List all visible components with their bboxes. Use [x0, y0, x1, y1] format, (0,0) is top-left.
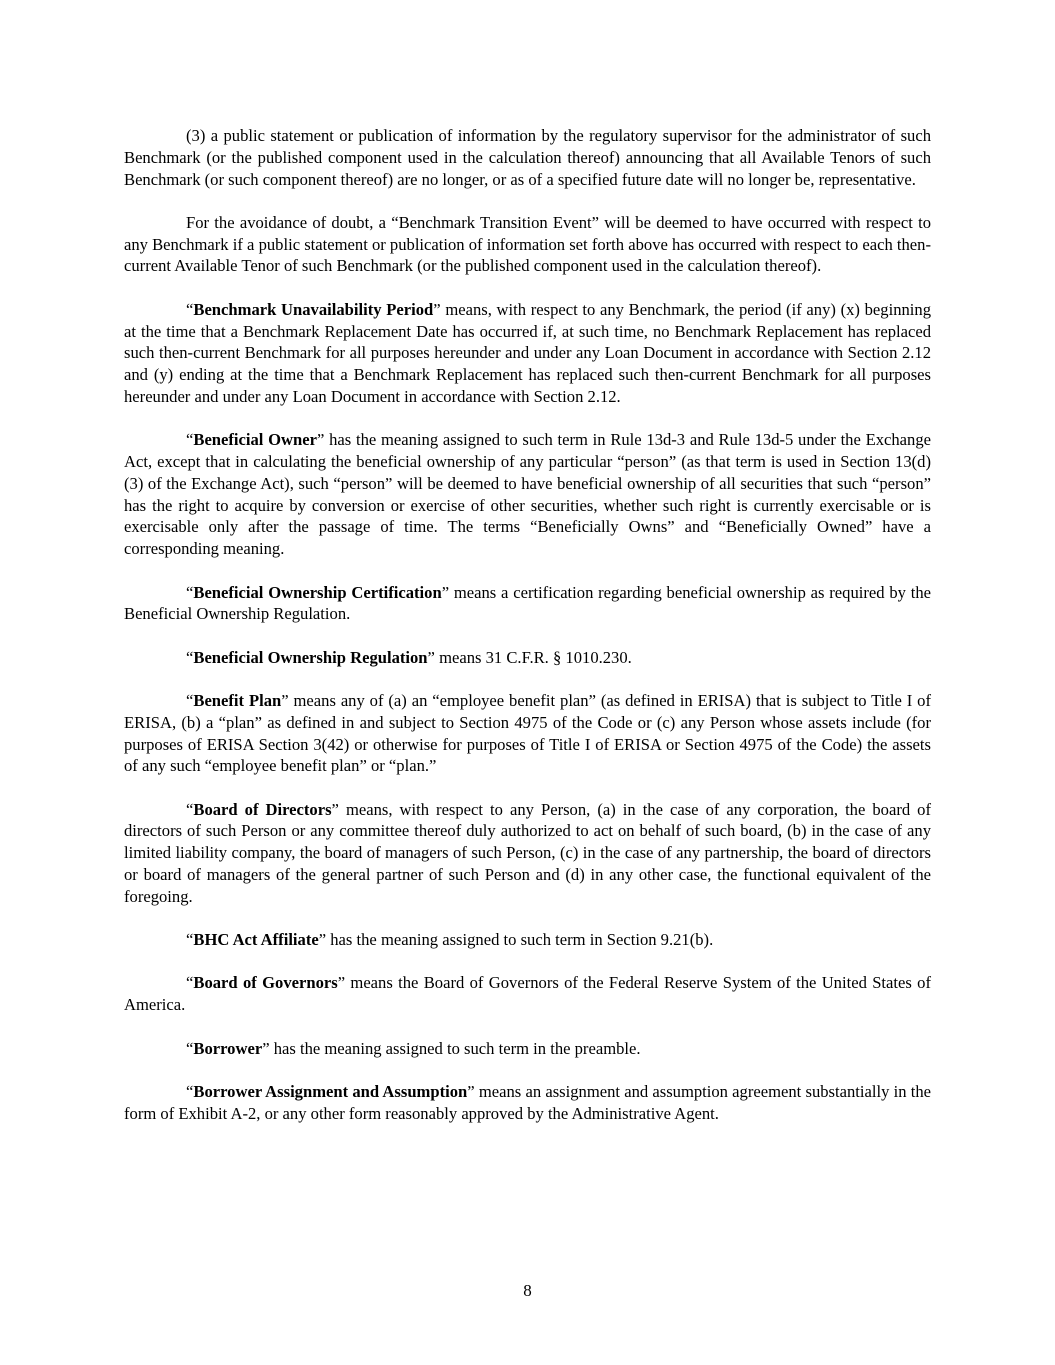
open-quote: “ [186, 430, 194, 450]
definition-text: has the meaning assigned to such term in Rule 13d-3 and Rule 13d-5 under the Exchange Act, except that in calculating the beneficial ownership of any particular “person” (as that term is used in Section 13(d)(3) of the Exchange Act), such “person” will be deemed to have beneficial ownership of all securities that such “person” has the right to acquire by conversion or exercise of other securities, whether such right is currently exercisable or is exercisable only after the passage of time. The terms “Beneficially Owns” and “Beneficially Owned” have a corresponding meaning. [124, 430, 932, 559]
open-quote: “ [186, 690, 194, 710]
defined-term: Board of Governors [193, 973, 338, 993]
close-quote: ” [281, 690, 289, 710]
close-quote: ” [427, 647, 435, 667]
close-quote: ” [262, 1038, 270, 1058]
definition-text: means 31 C.F.R. § 1010.230. [434, 647, 632, 667]
open-quote: “ [186, 647, 194, 667]
definition-text: has the meaning assigned to such term in Section 9.21(b). [326, 930, 714, 950]
definition-text: has the meaning assigned to such term in the preamble. [269, 1038, 641, 1058]
definition-board-of-directors [124, 799, 931, 908]
paragraph-benchmark-transition-clause-3 [124, 125, 931, 190]
close-quote: ” [433, 299, 441, 319]
defined-term: BHC Act Affiliate [193, 930, 319, 950]
open-quote: “ [186, 299, 194, 319]
open-quote: “ [186, 930, 194, 950]
paragraph-text: For the avoidance of doubt, a “Benchmark Transition Event” will be deemed to have occurred with respect to any Benchmark if a public statement or publication of information set forth above has occurred with respect to each then-current Available Tenor of such Benchmark (or the published component used in the calculation thereof). [124, 212, 931, 276]
defined-term: Borrower Assignment and Assumption [193, 1081, 468, 1101]
definition-board-of-governors [124, 972, 931, 1016]
close-quote: ” [337, 973, 346, 993]
definition-text: means a certification regarding beneficial ownership as required by the Beneficial Ownership Regulation. [124, 582, 932, 624]
open-quote: “ [186, 973, 194, 993]
definition-text: means the Board of Governors of the Federal Reserve System of the United States of America. [124, 973, 931, 1015]
definition-beneficial-owner [124, 429, 931, 560]
defined-term: Board of Directors [193, 799, 332, 819]
open-quote: “ [186, 1038, 194, 1058]
definition-benefit-plan [124, 690, 931, 777]
defined-term: Beneficial Ownership Certification [193, 582, 442, 602]
definition-benchmark-unavailability-period [124, 299, 931, 408]
definition-text: means, with respect to any Person, (a) in the case of any corporation, the board of directors of such Person or any committee thereof duly authorized to act on behalf of such board, (b) in the case of any limited liability company, the board of managers of such Person, (c) in the case of any partnership, the board of directors or board of managers of the general partner of such Person and (d) in any other case, the functional equivalent of the foregoing. [124, 799, 931, 906]
paragraph-text: (3) a public statement or publication of information by the regulatory supervisor for the administrator of such Benchmark (or the published component used in the calculation thereof) announcing that all Available Tenors of such Benchmark (or such component thereof) are no longer, or as of a specified future date will no longer be, representative. [124, 126, 931, 189]
open-quote: “ [186, 799, 194, 819]
close-quote: ” [317, 430, 325, 450]
paragraph-avoidance-of-doubt [124, 212, 931, 277]
open-quote: “ [186, 1081, 194, 1101]
close-quote: ” [467, 1081, 475, 1101]
page-number: 8 [523, 1281, 532, 1300]
close-quote: ” [318, 930, 327, 950]
document-body [124, 125, 931, 1146]
defined-term: Benchmark Unavailability Period [193, 299, 434, 319]
close-quote: ” [441, 582, 450, 602]
definition-text: means an assignment and assumption agreement substantially in the form of Exhibit A-2, or any other form reasonably approved by the Administrative Agent. [124, 1081, 931, 1123]
definition-bhc-act-affiliate [124, 929, 931, 951]
defined-term: Beneficial Ownership Regulation [193, 647, 428, 667]
definition-beneficial-ownership-certification [124, 582, 931, 626]
close-quote: ” [331, 799, 339, 819]
definition-beneficial-ownership-regulation [124, 647, 931, 669]
defined-term: Borrower [193, 1038, 263, 1058]
definition-borrower [124, 1038, 931, 1060]
defined-term: Beneficial Owner [193, 430, 318, 450]
definition-text: means any of (a) an “employee benefit plan” (as defined in ERISA) that is subject to Title I of ERISA, (b) a “plan” as defined in and subject to Section 4975 of the Code or (c) any Person whose assets include (for purposes of ERISA Section 3(42) or otherwise for purposes of Title I of ERISA or Section 4975 of the Code) the assets of any such “employee benefit plan” or “plan.” [124, 690, 932, 776]
defined-term: Benefit Plan [193, 690, 282, 710]
definition-text: means, with respect to any Benchmark, the period (if any) (x) beginning at the time that a Benchmark Replacement Date has occurred if, at such time, no Benchmark Replacement has replaced such then-current Benchmark for all purposes hereunder and under any Loan Document in accordance with Section 2.12 and (y) ending at the time that a Benchmark Replacement has replaced such then-current Benchmark for all purposes hereunder and under any Loan Document in accordance with Section 2.12. [124, 299, 931, 406]
open-quote: “ [186, 582, 194, 602]
definition-borrower-assignment-and-assumption [124, 1081, 931, 1125]
